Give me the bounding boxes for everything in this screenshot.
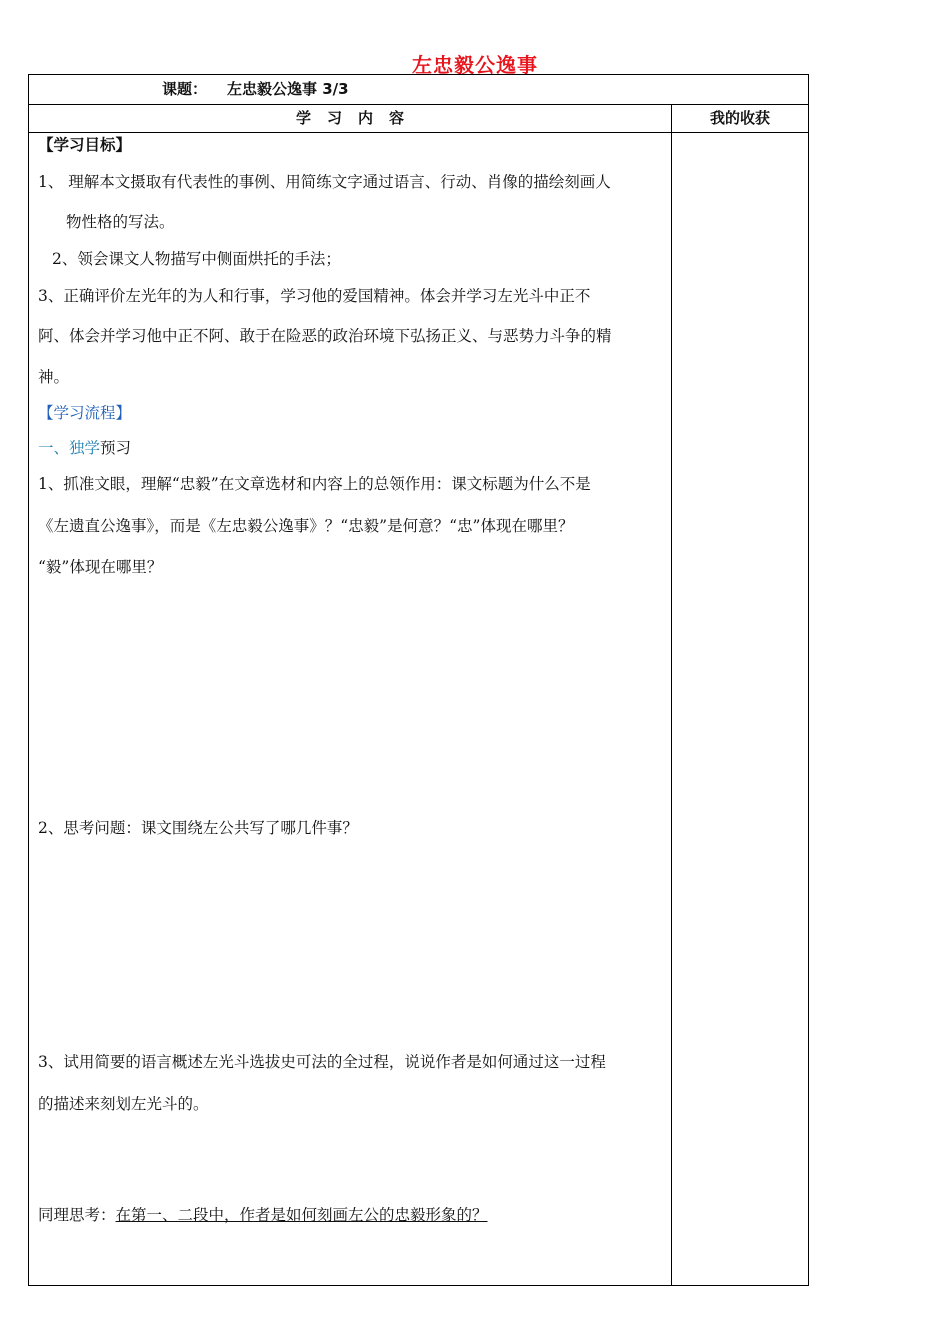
question-3-line-2: 的描述来刻划左光斗的。 xyxy=(38,1095,209,1113)
section-1-suffix: 预习 xyxy=(100,439,132,457)
column-divider xyxy=(671,104,672,1286)
document-title: 左忠毅公逸事 xyxy=(412,53,538,77)
section-1-prefix: 一、独学 xyxy=(38,439,101,457)
topic-row xyxy=(29,75,808,105)
process-heading: 【学习流程】 xyxy=(38,404,132,422)
objective-2: 2、领会课文人物描写中侧面烘托的手法； xyxy=(52,250,341,268)
objective-3-line-3: 神。 xyxy=(38,368,70,386)
question-4 xyxy=(38,1205,488,1225)
objective-1-line-2: 物性格的写法。 xyxy=(66,213,175,231)
question-4-prefix: 同理思考： xyxy=(38,1206,116,1224)
question-1-line-3: “毅”体现在哪里？ xyxy=(38,558,163,576)
question-2: 2、思考问题：课文围绕左公共写了哪几件事？ xyxy=(38,819,358,837)
objectives-heading: 【学习目标】 xyxy=(38,136,132,154)
objective-1-line-1: 1、 理解本文摄取有代表性的事例、用简练文字通过语言、行动、肖像的描绘刻画人 xyxy=(38,173,611,191)
topic-label: 课题： xyxy=(162,80,208,98)
question-3-line-1: 3、试用简要的语言概述左光斗选拔史可法的全过程，说说作者是如何通过这一过程 xyxy=(38,1053,606,1071)
question-1-line-2: 《左遗直公逸事》，而是《左忠毅公逸事》？“忠毅”是何意？“忠”体现在哪里？ xyxy=(38,517,574,535)
objective-3-line-1: 3、正确评价左光年的为人和行事，学习他的爱国精神。体会并学习左光斗中正不 xyxy=(38,287,591,305)
header-learning-content: 学习内容 xyxy=(295,109,420,127)
header-row xyxy=(29,104,808,133)
objective-3-line-2: 阿、体会并学习他中正不阿、敢于在险恶的政治环境下弘扬正义、与恶势力斗争的精 xyxy=(38,327,612,345)
topic-value: 左忠毅公逸事 3/3 xyxy=(227,80,349,98)
question-1-line-1: 1、抓准文眼，理解“忠毅”在文章选材和内容上的总领作用：课文标题为什么不是 xyxy=(38,475,591,493)
header-my-gains: 我的收获 xyxy=(709,109,770,127)
question-4-underlined: 在第一、二段中，作者是如何刻画左公的忠毅形象的？ xyxy=(115,1206,488,1224)
section-1-heading xyxy=(38,438,131,458)
